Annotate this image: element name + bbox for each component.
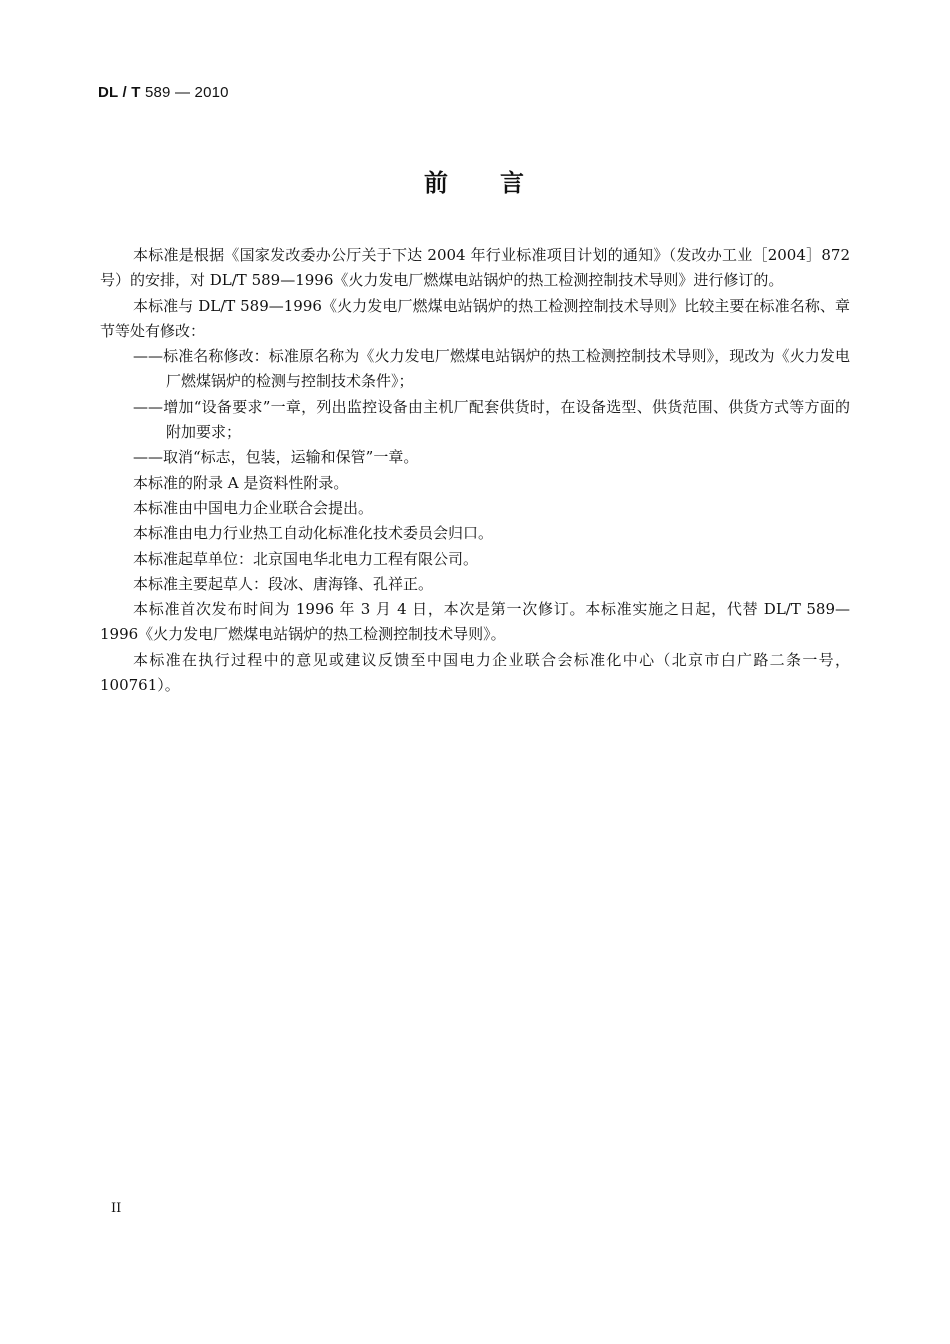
- paragraph-committee: 本标准由电力行业热工自动化标准化技术委员会归口。: [133, 524, 494, 543]
- paragraph-basis: 本标准是根据《国家发改委办公厅关于下达 2004 年行业标准项目计划的通知》（发改办工业［2004］872 号）的安排，对 DL/T 589—1996《火力发电厂燃煤电站锅炉的热工检测控制技术导则》进行修订的。: [100, 246, 850, 290]
- foreword-body: [100, 243, 850, 698]
- standard-code: DL / T: [98, 84, 141, 101]
- paragraph-drafting-unit: 本标准起草单位：北京国电华北电力工程有限公司。: [133, 549, 479, 568]
- paragraph-feedback: 本标准在执行过程中的意见或建议反馈至中国电力企业联合会标准化中心（北京市白广路二条一号，100761）。: [100, 650, 850, 695]
- standard-number-header: [98, 84, 229, 101]
- paragraph-drafters: 本标准主要起草人：段冰、唐海锋、孔祥正。: [133, 574, 434, 593]
- standard-number: 589 — 2010: [140, 84, 229, 101]
- title-char-1: 前: [424, 169, 450, 197]
- paragraph-proposer: 本标准由中国电力企业联合会提出。: [133, 498, 374, 517]
- paragraph-release-history: 本标准首次发布时间为 1996 年 3 月 4 日，本次是第一次修订。本标准实施之日起，代替 DL/T 589—1996《火力发电厂燃煤电站锅炉的热工检测控制技术导则》。: [100, 600, 850, 644]
- change-item-equipment: ——增加“设备要求”一章，列出监控设备由主机厂配套供货时，在设备选型、供货范围、供货方式等方面的附加要求；: [133, 397, 850, 442]
- paragraph-appendix: 本标准的附录 A 是资料性附录。: [133, 473, 349, 492]
- change-item-removed: ——取消“标志，包装，运输和保管”一章。: [133, 448, 419, 467]
- page-title: [0, 163, 950, 198]
- paragraph-changes-intro: 本标准与 DL/T 589—1996《火力发电厂燃煤电站锅炉的热工检测控制技术导则》比较主要在标准名称、章节等处有修改：: [100, 296, 850, 340]
- title-char-2: 言: [500, 169, 526, 197]
- page-number: II: [111, 1201, 122, 1216]
- change-item-title: ——标准名称修改：标准原名称为《火力发电厂燃煤电站锅炉的热工检测控制技术导则》，现改为《火力发电厂燃煤锅炉的检测与控制技术条件》；: [133, 347, 850, 391]
